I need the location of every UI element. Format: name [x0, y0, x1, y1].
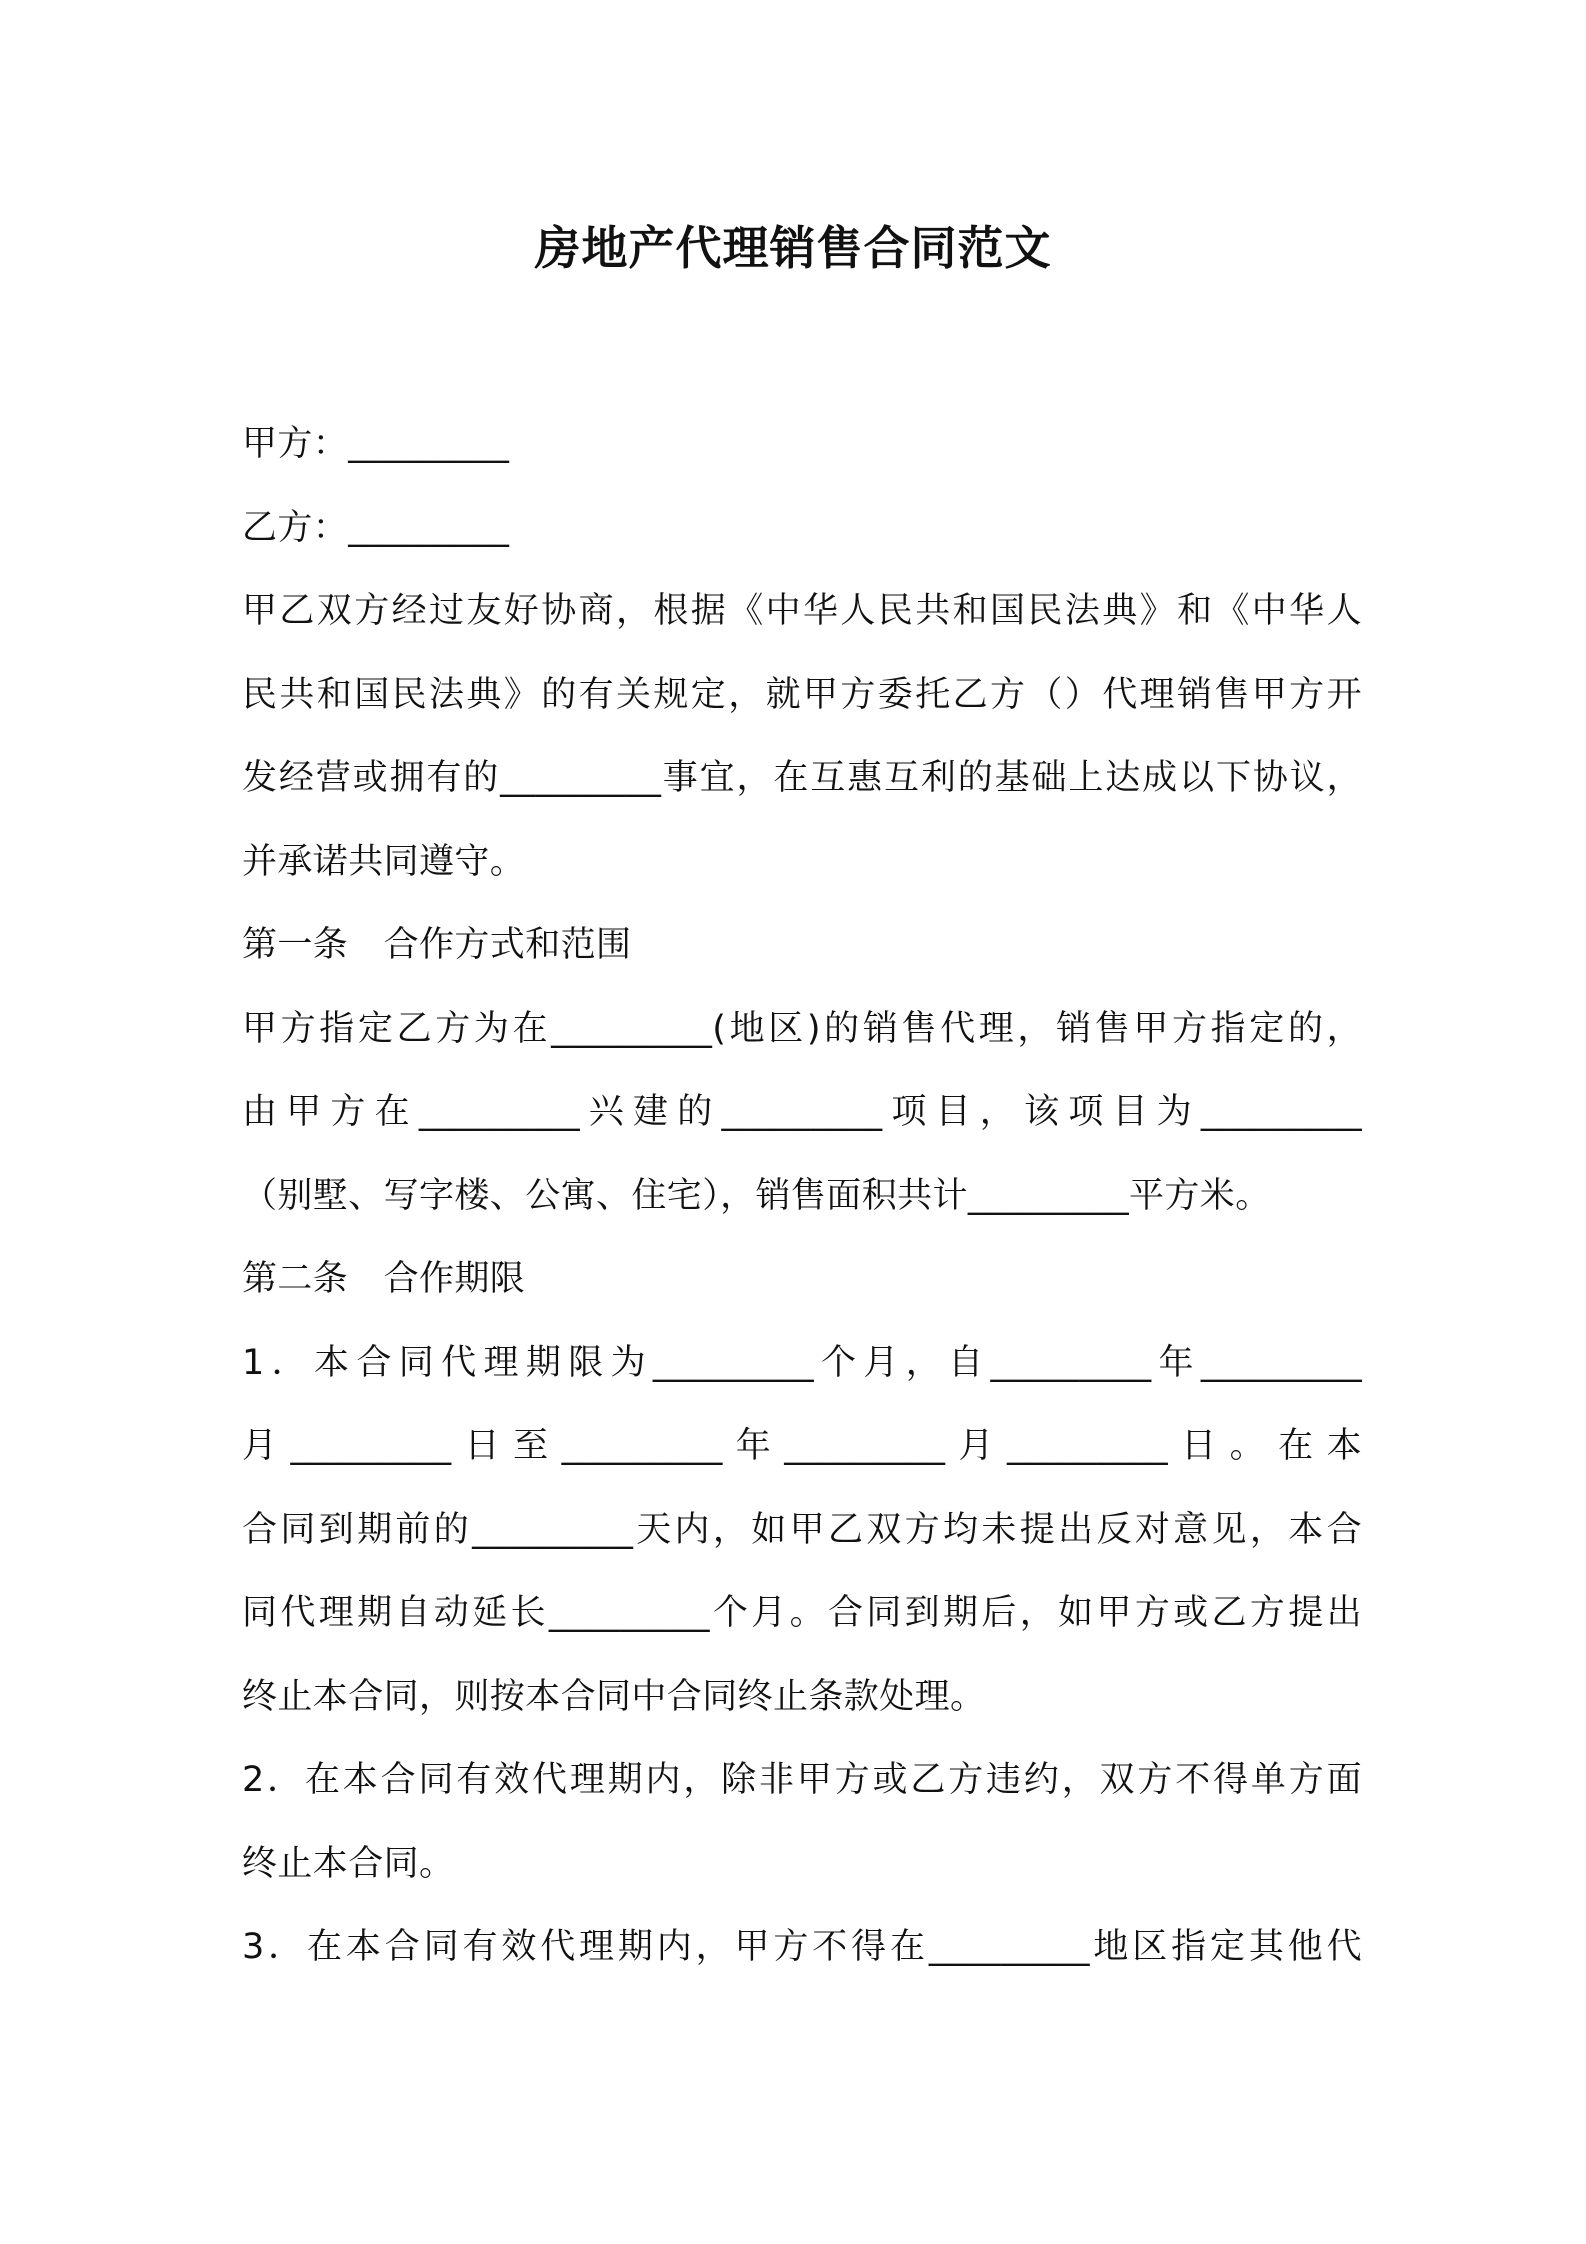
preamble-line-2: 民共和国民法典》的有关规定，就甲方委托乙方（）代理销售甲方开	[242, 674, 1362, 715]
party-b-line: 乙方：_________	[242, 507, 510, 548]
article-1-line-2: 由甲方在_________兴建的_________项目，该项目为_________	[242, 1092, 1362, 1132]
preamble-line-4: 并承诺共同遵守。	[242, 841, 526, 882]
article-2-clause-1-line-4: 同代理期自动延长_________个月。合同到期后，如甲方或乙方提出	[242, 1593, 1362, 1633]
article-2-clause-3-line-1: 3．在本合同有效代理期内，甲方不得在_________地区指定其他代	[242, 1927, 1362, 1967]
document-body	[242, 403, 1362, 1990]
preamble-line-3: 发经营或拥有的_________事宜，在互惠互利的基础上达成以下协议，	[242, 758, 1362, 798]
article-2-clause-1-line-5: 终止本合同，则按本合同中合同终止条款处理。	[242, 1676, 986, 1717]
article-2-clause-1-line-1: 1．本合同代理期限为_________个月，自_________年_________	[242, 1342, 1362, 1383]
party-a-line: 甲方：_________	[242, 424, 510, 464]
article-1-line-1: 甲方指定乙方为在_________(地区)的销售代理，销售甲方指定的，	[242, 1008, 1362, 1049]
article-2-clause-2-line-1: 2．在本合同有效代理期内，除非甲方或乙方违约，双方不得单方面	[242, 1760, 1362, 1800]
preamble-line-1: 甲乙双方经过友好协商，根据《中华人民共和国民法典》和《中华人	[242, 591, 1362, 631]
article-1-heading: 第一条 合作方式和范围	[242, 925, 632, 965]
document-title: 房地产代理销售合同范文	[534, 221, 1052, 275]
article-2-clause-1-line-2: 月_________日至_________年_________月_________日。在本	[242, 1426, 1362, 1466]
article-2-clause-1-line-3: 合同到期前的_________天内，如甲乙双方均未提出反对意见，本合	[242, 1509, 1362, 1550]
article-1-line-3: （别墅、写字楼、公寓、住宅），销售面积共计_________平方米。	[242, 1175, 1271, 1216]
article-2-heading: 第二条 合作期限	[242, 1259, 526, 1299]
article-2-clause-2-line-2: 终止本合同。	[242, 1843, 455, 1884]
